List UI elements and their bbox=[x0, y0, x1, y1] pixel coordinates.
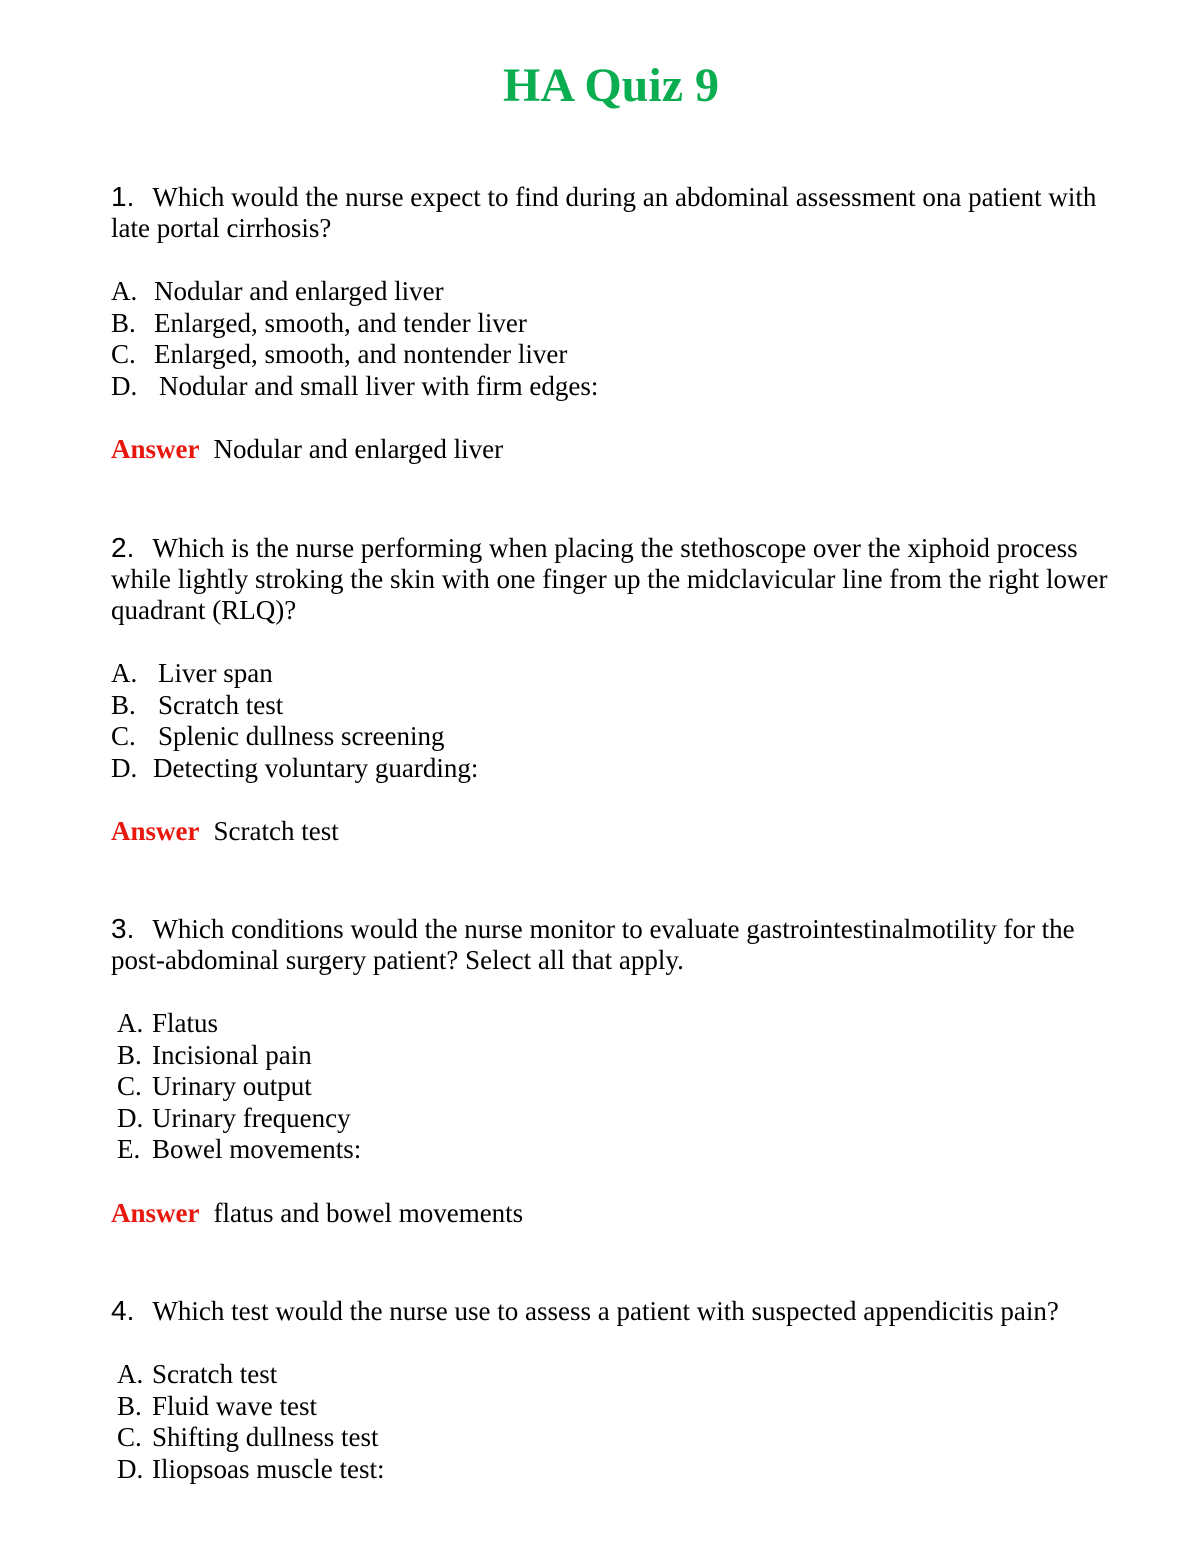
option-c bbox=[117, 1071, 1121, 1103]
option-text: Bowel movements: bbox=[152, 1134, 362, 1165]
option-text: Nodular and enlarged liver bbox=[154, 276, 444, 306]
option-letter: A. bbox=[111, 276, 138, 306]
option-letter: C. bbox=[117, 1071, 142, 1102]
question-number: 3. bbox=[111, 913, 135, 944]
option-text: Nodular and small liver with firm edges: bbox=[159, 370, 599, 401]
question-prompt: Which test would the nurse use to assess a patient with suspected appendicitis pain? bbox=[152, 1296, 1059, 1326]
option-text: Urinary frequency bbox=[152, 1102, 351, 1133]
question-3 bbox=[111, 913, 1121, 1229]
question-text bbox=[111, 1295, 1121, 1327]
option-d bbox=[111, 371, 1121, 403]
question-4 bbox=[111, 1295, 1121, 1485]
option-c bbox=[111, 339, 1121, 371]
option-letter: E. bbox=[117, 1134, 141, 1165]
option-letter: A. bbox=[111, 658, 138, 688]
option-letter: B. bbox=[117, 1390, 142, 1421]
option-text: Incisional pain bbox=[152, 1039, 312, 1070]
option-letter: B. bbox=[111, 307, 136, 338]
answer-label: Answer bbox=[111, 1197, 200, 1228]
option-a bbox=[117, 1008, 1121, 1040]
question-2 bbox=[111, 532, 1121, 847]
option-text: Detecting voluntary guarding: bbox=[153, 752, 479, 783]
option-e bbox=[117, 1134, 1121, 1166]
option-text: Enlarged, smooth, and nontender liver bbox=[154, 339, 568, 370]
answer-text: Scratch test bbox=[213, 816, 339, 847]
question-text bbox=[111, 181, 1121, 244]
option-a bbox=[117, 1359, 1121, 1391]
answer-line bbox=[111, 434, 1121, 465]
option-text: Shifting dullness test bbox=[152, 1422, 379, 1453]
option-list bbox=[111, 276, 1121, 402]
option-letter: C. bbox=[111, 721, 136, 752]
page-title: HA Quiz 9 bbox=[502, 59, 720, 112]
question-number: 1. bbox=[111, 181, 135, 212]
option-list bbox=[111, 1359, 1121, 1485]
question-number: 2. bbox=[111, 532, 135, 563]
option-text: Flatus bbox=[152, 1008, 219, 1038]
option-text: Splenic dullness screening bbox=[158, 721, 445, 752]
option-text: Scratch test bbox=[158, 689, 284, 720]
option-c bbox=[117, 1422, 1121, 1454]
option-a bbox=[111, 276, 1121, 308]
option-text: Iliopsoas muscle test: bbox=[152, 1453, 385, 1484]
option-c bbox=[111, 721, 1121, 753]
option-list bbox=[111, 658, 1121, 784]
question-1 bbox=[111, 181, 1121, 465]
option-text: Liver span bbox=[158, 658, 273, 688]
question-prompt: Which is the nurse performing when placing the stethoscope over the xiphoid process while lightly stroking the skin with one finger up the midclavicular line from the right lower quadrant (RLQ)? bbox=[111, 533, 1108, 625]
option-letter: D. bbox=[111, 370, 138, 401]
option-text: Fluid wave test bbox=[152, 1390, 317, 1421]
answer-line bbox=[111, 1198, 1121, 1229]
answer-text: Nodular and enlarged liver bbox=[213, 434, 504, 465]
option-b bbox=[117, 1040, 1121, 1072]
option-d bbox=[117, 1103, 1121, 1135]
option-letter: A. bbox=[117, 1359, 144, 1389]
question-text bbox=[111, 913, 1121, 976]
question-prompt: Which would the nurse expect to find during an abdominal assessment ona patient with late portal cirrhosis? bbox=[111, 182, 1097, 243]
question-prompt: Which conditions would the nurse monitor to evaluate gastrointestinalmotility for the post-abdominal surgery patient? Select all that apply. bbox=[111, 914, 1075, 975]
option-text: Enlarged, smooth, and tender liver bbox=[154, 307, 527, 338]
option-letter: D. bbox=[111, 752, 138, 783]
option-list bbox=[111, 1008, 1121, 1166]
option-b bbox=[111, 690, 1121, 722]
answer-label: Answer bbox=[111, 434, 200, 465]
option-letter: D. bbox=[117, 1453, 144, 1484]
option-letter: D. bbox=[117, 1102, 144, 1133]
answer-label: Answer bbox=[111, 816, 200, 847]
question-text bbox=[111, 532, 1121, 626]
option-letter: C. bbox=[117, 1422, 142, 1453]
option-a bbox=[111, 658, 1121, 690]
question-number: 4. bbox=[111, 1295, 135, 1326]
option-letter: B. bbox=[111, 689, 136, 720]
option-text: Urinary output bbox=[152, 1071, 312, 1102]
option-letter: B. bbox=[117, 1039, 142, 1070]
answer-text: flatus and bowel movements bbox=[213, 1197, 524, 1228]
option-text: Scratch test bbox=[152, 1359, 278, 1389]
option-letter: C. bbox=[111, 339, 136, 370]
option-d bbox=[111, 753, 1121, 785]
option-b bbox=[117, 1391, 1121, 1423]
option-d bbox=[117, 1454, 1121, 1486]
answer-line bbox=[111, 816, 1121, 847]
option-b bbox=[111, 308, 1121, 340]
option-letter: A. bbox=[117, 1008, 144, 1038]
